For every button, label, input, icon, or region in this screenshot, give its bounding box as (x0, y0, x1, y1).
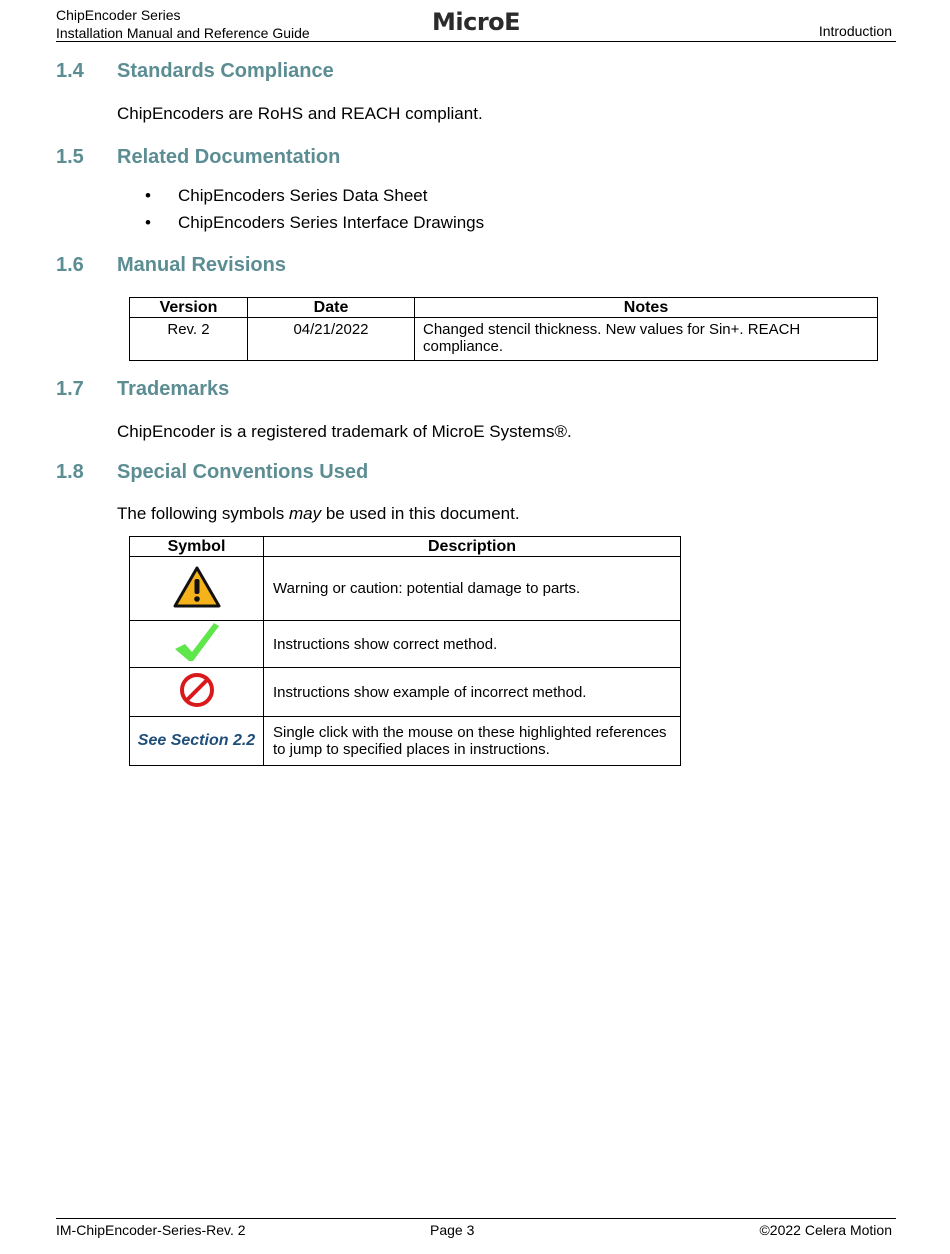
prohibited-icon (178, 671, 216, 709)
section-title: Special Conventions Used (117, 461, 369, 483)
table-row (130, 668, 681, 717)
checkmark-icon (172, 621, 222, 663)
column-header: Symbol (130, 537, 264, 557)
conventions-intro: The following symbols may be used in this document. (117, 504, 520, 523)
section-reference-link[interactable]: See Section 2.2 (137, 732, 256, 749)
revisions-table (129, 297, 878, 361)
symbol-cell (130, 668, 264, 717)
description-cell: Warning or caution: potential damage to parts. (264, 557, 681, 621)
version-cell: Rev. 2 (130, 318, 248, 361)
section-number: 1.4 (56, 60, 84, 82)
list-item: • ChipEncoders Series Data Sheet (145, 186, 428, 205)
trademark-text: ChipEncoder is a registered trademark of MicroE Systems®. (117, 422, 572, 441)
symbol-cell (130, 717, 264, 766)
symbol-cell (130, 621, 264, 668)
section-title: Trademarks (117, 378, 230, 400)
table-row (130, 318, 878, 361)
table-header-row (130, 537, 681, 557)
footer-doc-id: IM-ChipEncoder-Series-Rev. 2 (56, 1222, 246, 1238)
column-header: Date (248, 298, 415, 318)
description-cell: Instructions show correct method. (264, 621, 681, 668)
footer-page-number: Page 3 (430, 1222, 475, 1238)
date-cell: 04/21/2022 (248, 318, 415, 361)
table-row (130, 717, 681, 766)
header-left (56, 6, 310, 42)
notes-cell: Changed stencil thickness. New values for Sin+. REACH compliance. (415, 318, 878, 361)
bullet-icon: • (145, 186, 151, 205)
column-header: Version (130, 298, 248, 318)
column-header: Notes (415, 298, 878, 318)
section-title: Manual Revisions (117, 254, 286, 276)
symbols-table (129, 536, 681, 766)
section-number: 1.8 (56, 461, 84, 483)
bullet-icon: • (145, 213, 151, 232)
column-header: Description (264, 537, 681, 557)
table-header-row (130, 298, 878, 318)
header-series: ChipEncoder Series (56, 7, 181, 23)
symbol-cell (130, 557, 264, 621)
header-guide: Installation Manual and Reference Guide (56, 25, 310, 41)
list-item: • ChipEncoders Series Interface Drawings (145, 213, 485, 232)
table-row (130, 621, 681, 668)
section-title: Standards Compliance (117, 60, 334, 82)
table-row (130, 557, 681, 621)
description-cell: Single click with the mouse on these highlighted references to jump to specified places in instructions. (264, 717, 681, 766)
footer-divider (56, 1218, 896, 1219)
section-title: Related Documentation (117, 146, 341, 168)
related-docs-list (145, 186, 484, 240)
footer-copyright: ©2022 Celera Motion (759, 1222, 892, 1238)
section-number: 1.5 (56, 146, 84, 168)
warning-icon (172, 565, 222, 609)
emphasis-text: may (288, 504, 322, 523)
header-chapter: Introduction (818, 23, 892, 39)
microe-logo: MicroE (432, 8, 521, 36)
section-number: 1.7 (56, 378, 84, 400)
description-cell: Instructions show example of incorrect method. (264, 668, 681, 717)
section-number: 1.6 (56, 254, 84, 276)
standards-text: ChipEncoders are RoHS and REACH compliant. (117, 104, 483, 123)
header-divider (56, 41, 896, 42)
